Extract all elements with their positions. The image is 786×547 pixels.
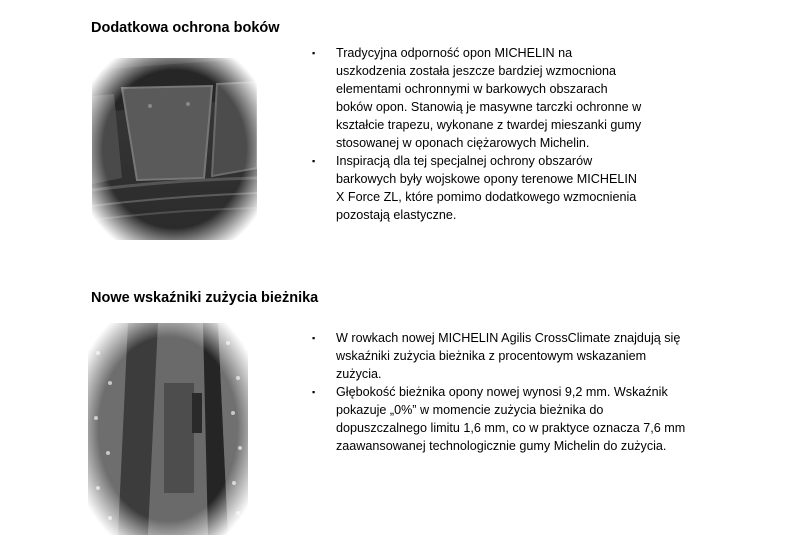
side-protection-bullets — [312, 44, 642, 224]
bullet-icon: ▪ — [312, 333, 316, 343]
bullet-icon: ▪ — [312, 48, 316, 58]
list-item: ▪ W rowkach nowej MICHELIN Agilis CrossClimate znajdują się wskaźniki zużycia bieżnika z procentowym wskazaniem zużycia. — [312, 331, 681, 381]
tire-shoulder-image — [92, 58, 257, 240]
tread-wear-indicator-photo — [88, 323, 248, 535]
bullet-icon: ▪ — [312, 387, 316, 397]
list-item: ▪ Głębokość bieżnika opony nowej wynosi 9,2 mm. Wskaźnik pokazuje „0%” w momencie zużycia bieżnika do dopuszczalnego limitu 1,6 mm, co w praktyce oznacza 7,6 mm zaawansowanej technologicznie gumy Michelin do zużycia. — [312, 385, 686, 453]
list-item: ▪ Tradycyjna odporność opon MICHELIN na uszkodzenia została jeszcze bardziej wzmocniona elementami ochronnymi w barkowych obszarach boków opon. Stanowią je masywne tarczki ochronne w kształcie trapezu, wykonane z twardej mieszanki gumy stosowanej w oponach ciężarowych Michelin. — [312, 46, 642, 150]
wear-indicator-bullets — [312, 329, 692, 455]
tread-wear-image — [88, 323, 248, 535]
section-title-wear-indicators: Nowe wskaźniki zużycia bieżnika — [91, 290, 319, 306]
list-item: ▪ Inspiracją dla tej specjalnej ochrony obszarów barkowych były wojskowe opony terenowe MICHELIN X Force ZL, które pomimo dodatkowego wzmocnienia pozostają elastyczne. — [312, 154, 637, 222]
tire-shoulder-protection-photo — [92, 58, 257, 240]
bullet-icon: ▪ — [312, 156, 316, 166]
section-title-side-protection: Dodatkowa ochrona boków — [91, 20, 280, 36]
